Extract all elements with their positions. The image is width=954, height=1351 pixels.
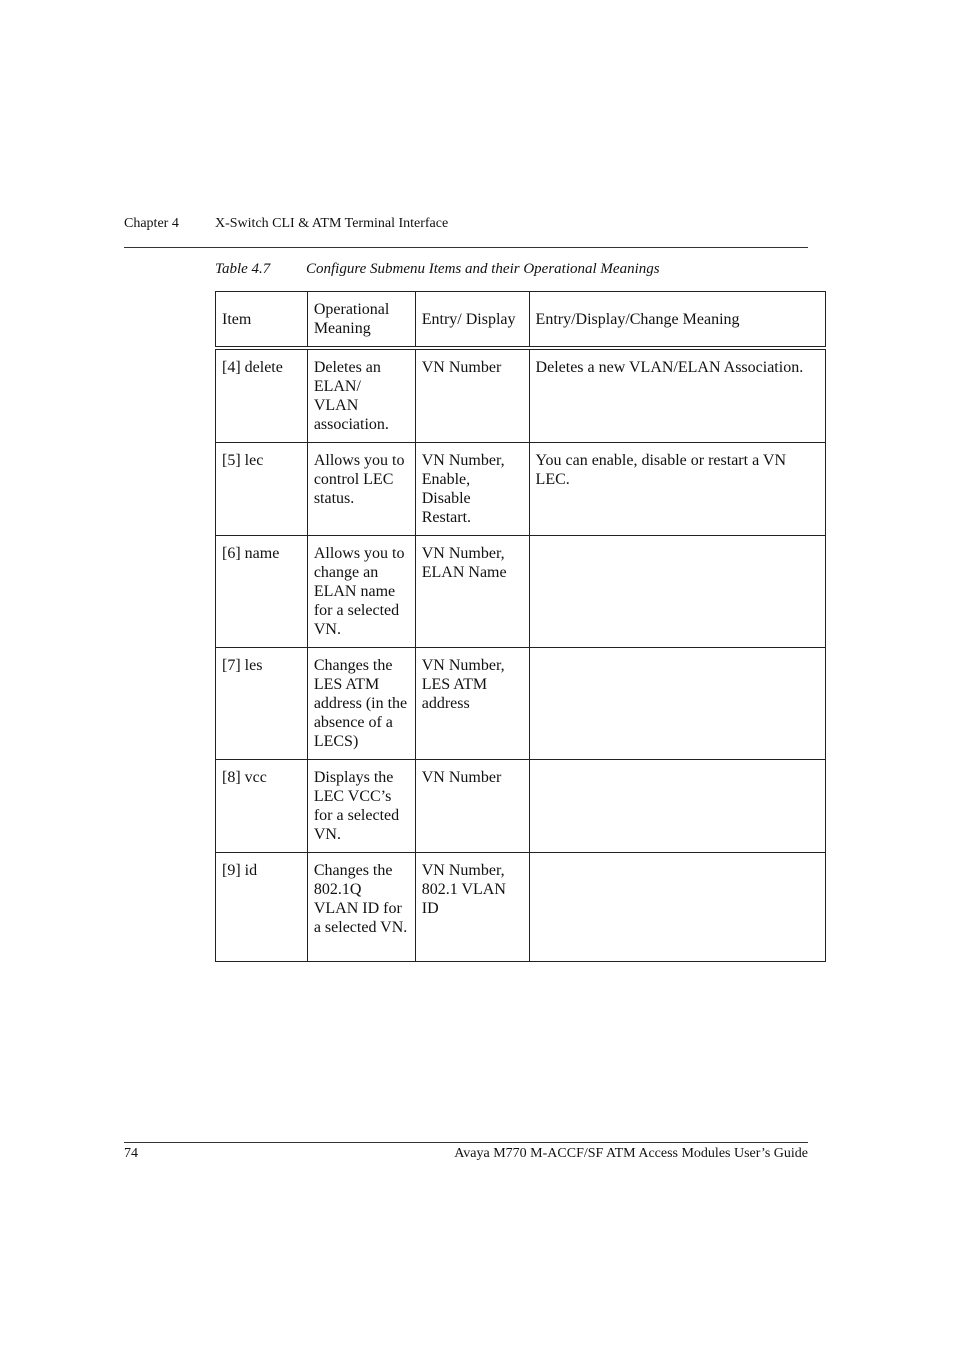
cell-entry-display: VN Number — [415, 348, 529, 443]
cell-change-meaning: Deletes a new VLAN/ELAN Association. — [529, 348, 825, 443]
table-row — [216, 853, 826, 962]
chapter-title: X-Switch CLI & ATM Terminal Interface — [215, 216, 449, 231]
table-header-row — [216, 292, 826, 349]
cell-entry-display: VN Number, ELAN Name — [415, 536, 529, 648]
running-header — [124, 216, 808, 248]
table-row — [216, 443, 826, 536]
table-row — [216, 648, 826, 760]
cell-operational-meaning: Allows you to control LEC status. — [307, 443, 415, 536]
cell-operational-meaning: Changes the 802.1Q VLAN ID for a selected VN. — [307, 853, 415, 962]
cell-change-meaning: You can enable, disable or restart a VN LEC. — [529, 443, 825, 536]
table-caption — [215, 261, 660, 278]
page-number: 74 — [124, 1146, 138, 1161]
table-number: Table 4.7 — [215, 261, 271, 277]
table-row — [216, 536, 826, 648]
cell-change-meaning — [529, 648, 825, 760]
header-item: Item — [216, 292, 308, 349]
table-row — [216, 760, 826, 853]
cell-item: [8] vcc — [216, 760, 308, 853]
cell-operational-meaning: Displays the LEC VCC’s for a selected VN. — [307, 760, 415, 853]
cell-operational-meaning: Deletes an ELAN/ VLAN association. — [307, 348, 415, 443]
cell-entry-display: VN Number, 802.1 VLAN ID — [415, 853, 529, 962]
cell-change-meaning — [529, 853, 825, 962]
cell-change-meaning — [529, 760, 825, 853]
cell-item: [4] delete — [216, 348, 308, 443]
header-entry-display: Entry/ Display — [415, 292, 529, 349]
cell-entry-display: VN Number, LES ATM address — [415, 648, 529, 760]
table-row — [216, 348, 826, 443]
table-caption-text: Configure Submenu Items and their Operational Meanings — [306, 261, 660, 277]
running-footer — [124, 1142, 808, 1165]
header-operational-meaning: Operational Meaning — [307, 292, 415, 349]
header-change-meaning: Entry/Display/Change Meaning — [529, 292, 825, 349]
configure-submenu-table — [215, 291, 826, 962]
cell-change-meaning — [529, 536, 825, 648]
cell-item: [6] name — [216, 536, 308, 648]
cell-entry-display: VN Number — [415, 760, 529, 853]
cell-operational-meaning: Changes the LES ATM address (in the absence of a LECS) — [307, 648, 415, 760]
cell-entry-display: VN Number, Enable, Disable Restart. — [415, 443, 529, 536]
cell-operational-meaning: Allows you to change an ELAN name for a selected VN. — [307, 536, 415, 648]
chapter-label: Chapter 4 — [124, 216, 179, 231]
cell-item: [5] lec — [216, 443, 308, 536]
book-title: Avaya M770 M-ACCF/SF ATM Access Modules User’s Guide — [454, 1146, 808, 1161]
cell-item: [9] id — [216, 853, 308, 962]
cell-item: [7] les — [216, 648, 308, 760]
